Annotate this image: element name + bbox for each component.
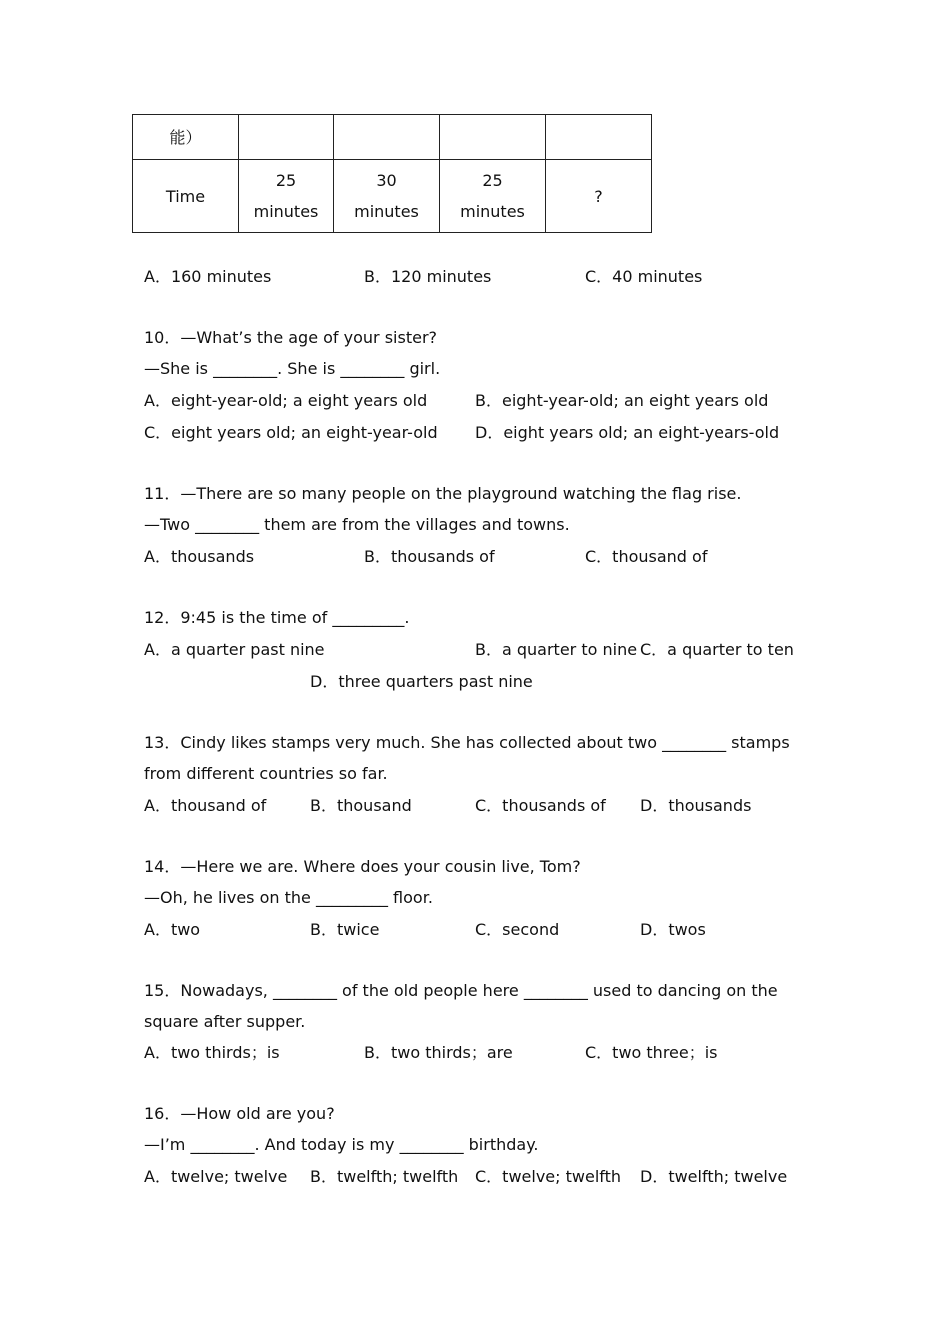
q14-stem: 14．—Here we are. Where does your cousin live, Tom? bbox=[144, 857, 581, 876]
table-cell: 能） bbox=[133, 115, 239, 160]
q15-option-a: A．two thirds；is bbox=[144, 1043, 280, 1062]
table-cell bbox=[334, 160, 440, 233]
table-cell bbox=[546, 160, 652, 233]
q15-option-b: B．two thirds；are bbox=[364, 1043, 513, 1062]
q16-response: —I’m ________. And today is my ________ birthday. bbox=[144, 1135, 539, 1154]
q13-option-a: A．thousand of bbox=[144, 796, 267, 815]
q12-option-a: A．a quarter past nine bbox=[144, 640, 325, 659]
q10-option-a: A．eight-year-old; a eight years old bbox=[144, 391, 428, 410]
time-table bbox=[132, 114, 652, 233]
cell-number: 25 bbox=[275, 171, 297, 190]
q9-option-b: B．120 minutes bbox=[364, 267, 492, 286]
q11-option-a: A．thousands bbox=[144, 547, 255, 566]
q13-option-c: C．thousands of bbox=[475, 796, 606, 815]
q9-option-c: C．40 minutes bbox=[585, 267, 703, 286]
q14-option-b: B．twice bbox=[310, 920, 380, 939]
cell-unit: minutes bbox=[354, 202, 419, 221]
q15-stem: 15．Nowadays, ________ of the old people here ________ used to dancing on the bbox=[144, 981, 778, 1000]
q12-option-c: C．a quarter to ten bbox=[640, 640, 794, 659]
q15-option-c: C．two three；is bbox=[585, 1043, 718, 1062]
cell-unit: minutes bbox=[253, 202, 319, 221]
q13-option-d: D．thousands bbox=[640, 796, 752, 815]
q13-stem: 13．Cindy likes stamps very much. She has collected about two ________ stamps bbox=[144, 733, 790, 752]
table-cell bbox=[546, 115, 652, 160]
cell-number: ? bbox=[594, 186, 603, 206]
table-cell bbox=[440, 115, 546, 160]
q10-stem: 10．—What’s the age of your sister? bbox=[144, 328, 438, 347]
table-cell bbox=[239, 160, 334, 233]
cell-number: 25 bbox=[482, 171, 503, 190]
q11-option-b: B．thousands of bbox=[364, 547, 495, 566]
q16-stem: 16．—How old are you? bbox=[144, 1104, 335, 1123]
q10-option-d: D．eight years old; an eight-years-old bbox=[475, 423, 780, 442]
cell-unit: minutes bbox=[460, 202, 525, 221]
q12-option-b: B．a quarter to nine bbox=[475, 640, 638, 659]
q16-option-b: B．twelfth; twelfth bbox=[310, 1167, 459, 1186]
q13-stem-cont: from different countries so far. bbox=[144, 764, 388, 783]
q16-option-a: A．twelve; twelve bbox=[144, 1167, 288, 1186]
table-row-label: Time bbox=[133, 160, 239, 233]
q14-option-a: A．two bbox=[144, 920, 201, 939]
q14-response: —Oh, he lives on the _________ floor. bbox=[144, 888, 433, 907]
table-cell bbox=[334, 115, 440, 160]
cell-number: 30 bbox=[376, 171, 397, 190]
q10-option-c: C．eight years old; an eight-year-old bbox=[144, 423, 438, 442]
q12-stem: 12．9:45 is the time of _________. bbox=[144, 608, 410, 627]
q14-option-c: C．second bbox=[475, 920, 560, 939]
q12-option-d: D．three quarters past nine bbox=[310, 672, 533, 691]
q16-option-c: C．twelve; twelfth bbox=[475, 1167, 622, 1186]
q14-option-d: D．twos bbox=[640, 920, 706, 939]
table-row bbox=[133, 160, 652, 233]
q10-option-b: B．eight-year-old; an eight years old bbox=[475, 391, 769, 410]
q11-response: —Two ________ them are from the villages and towns. bbox=[144, 515, 570, 534]
table-cell bbox=[239, 115, 334, 160]
table-cell bbox=[440, 160, 546, 233]
q11-option-c: C．thousand of bbox=[585, 547, 708, 566]
q10-response: —She is ________. She is ________ girl. bbox=[144, 359, 441, 378]
q16-option-d: D．twelfth; twelve bbox=[640, 1167, 788, 1186]
q15-stem-cont: square after supper. bbox=[144, 1012, 306, 1031]
q13-option-b: B．thousand bbox=[310, 796, 412, 815]
table-row bbox=[133, 115, 652, 160]
q9-option-a: A．160 minutes bbox=[144, 267, 272, 286]
q11-stem: 11．—There are so many people on the playground watching the flag rise. bbox=[144, 484, 742, 503]
